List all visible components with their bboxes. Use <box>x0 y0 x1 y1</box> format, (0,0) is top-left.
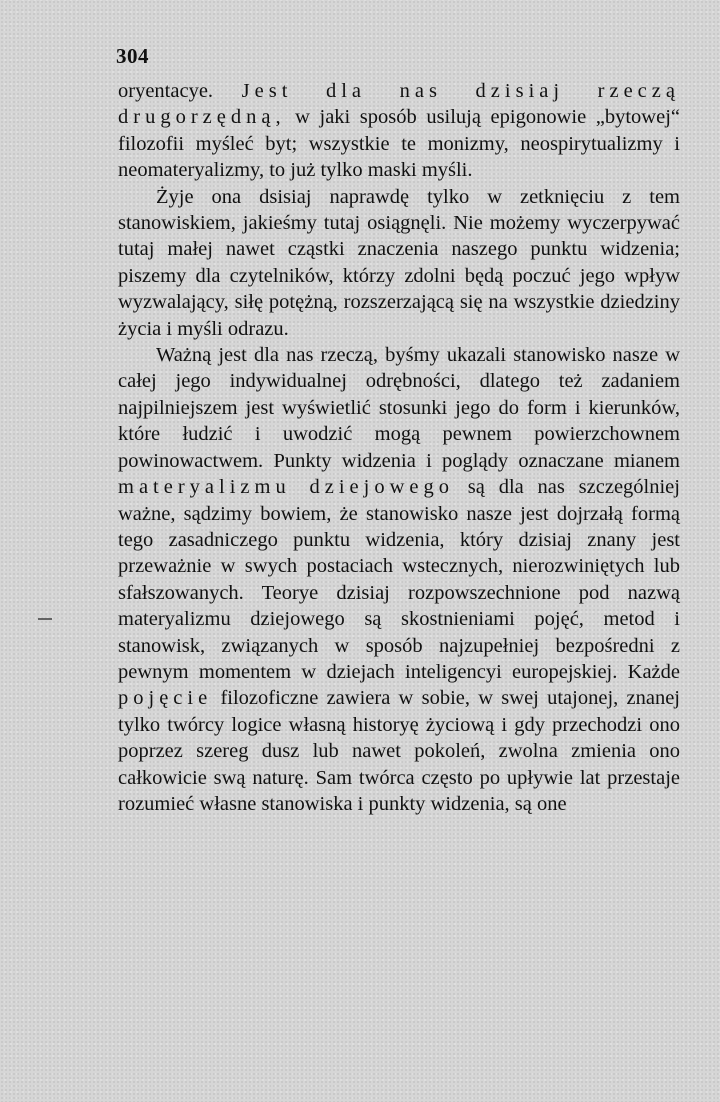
paragraph-1-start: oryentacye. <box>118 80 242 102</box>
paragraph-1 <box>118 78 680 184</box>
body-text <box>118 78 680 817</box>
paragraph-3-start: Ważną jest dla nas rzeczą, byśmy ukazali stanowisko nasze w całej jego indywidualnej odrębności, dlatego też zadaniem najpilniejszem jest wyświetlić stosunki jego do form i kierunków, które łudzić i uwodzić mogą pewnem powierzchownem powinowactwem. Punkty widzenia i poglądy oznaczane mianem <box>118 344 680 472</box>
margin-mark <box>38 618 52 620</box>
paragraph-2: Żyje ona dsisiaj naprawdę tylko w zetknięciu z tem stanowiskiem, jakieśmy tutaj osiągnęli. Nie możemy wyczerpywać tutaj małej nawet cząstki znaczenia naszego punktu widzenia; piszemy dla czytelników, którzy zdolni będą poczuć jego wpływ wyzwalający, siłę potężną, rozszerzającą się na wszystkie dziedziny życia i myśli odrazu. <box>118 185 680 340</box>
paragraph-3 <box>118 342 680 817</box>
spaced-term-materialism: materyalizmu dziejowego <box>118 476 454 499</box>
spaced-emphasis: Jest dla nas dzisiaj rzeczą drugorzędną, <box>118 80 680 129</box>
page-number: 304 <box>116 44 149 68</box>
spaced-term-concept: pojęcie <box>118 687 213 710</box>
paragraph-3-end: filozoficzne zawiera w sobie, w swej utajonej, znanej tylko twórcy logice własną historyę życiową i gdy przechodzi ono poprzez szereg dusz lub nawet pokoleń, zwolna zmienia ono całkowicie swą naturę. Sam twórca często po upływie lat przestaje rozumieć własne stanowiska i punkty widzenia, są one <box>118 687 680 815</box>
paragraph-1-rest: w jaki sposób usilują epigonowie „bytowej“ filozofii myśleć byt; wszystkie te monizmy, neospirytualizmy i neomateryalizmy, to już tylko maski myśli. <box>118 106 680 182</box>
paragraph-3-middle: są dla nas szczególniej ważne, sądzimy bowiem, że stanowisko nasze jest dojrzałą formą tego zasadniczego punktu widzenia, który dzisiaj znany jest przeważnie w swych postaciach wstecznych, nierozwiniętych lub sfałszowanych. Teorye dzisiaj rozpowszechnione pod nazwą materyalizmu dziejowego są skostnieniami pojęć, metod i stanowisk, związanych w sposób najzupełniej bezpośredni z pewnym momentem w dziejach inteligencyi europejskiej. Każde <box>118 476 680 683</box>
